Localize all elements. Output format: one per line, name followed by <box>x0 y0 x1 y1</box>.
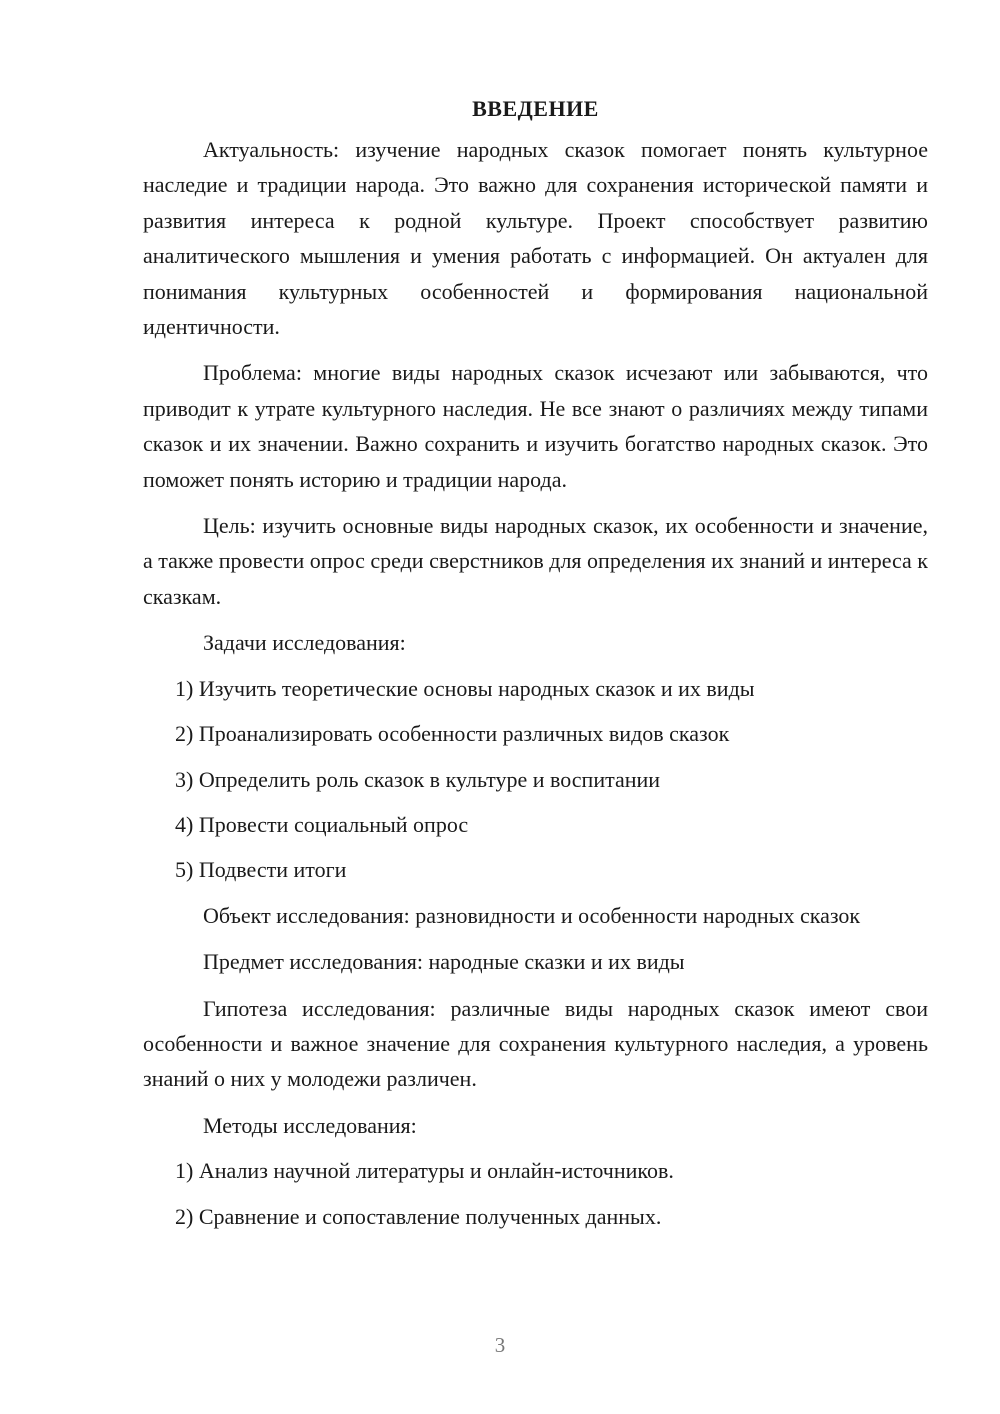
method-item-1: 1) Анализ научной литературы и онлайн-источников. <box>175 1158 674 1184</box>
object-paragraph: Объект исследования: разновидности и особенности народных сказок <box>203 902 861 928</box>
relevance-paragraph: Актуальность: изучение народных сказок помогает понять культурное наследие и традиции народа. Это важно для сохранения исторической памяти и развития интереса к родной культуре. Проект способствует развитию аналитического мышления и умения работать с информацией. Он актуален для понимания культурных особенностей и формирования национальной идентичности. <box>143 137 928 340</box>
task-item-2: 2) Проанализировать особенности различных видов сказок <box>175 721 730 747</box>
goal-paragraph: Цель: изучить основные виды народных сказок, их особенности и значение, а также провести опрос среди сверстников для определения их знаний и интереса к сказкам. <box>143 513 928 609</box>
task-item-5: 5) Подвести итоги <box>175 857 347 883</box>
task-item-3: 3) Определить роль сказок в культуре и воспитании <box>175 766 661 792</box>
problem-paragraph: Проблема: многие виды народных сказок исчезают или забываются, что приводит к утрате культурного наследия. Не все знают о различиях между типами сказок и их значении. Важно сохранить и изучить богатство народных сказок. Это поможет понять историю и традиции народа. <box>143 360 928 492</box>
task-item-1: 1) Изучить теоретические основы народных сказок и их виды <box>175 675 755 701</box>
task-item-4: 4) Провести социальный опрос <box>175 811 469 837</box>
tasks-heading: Задачи исследования: <box>203 630 406 656</box>
page-number: 3 <box>494 1333 506 1357</box>
method-item-2: 2) Сравнение и сопоставление полученных данных. <box>175 1203 662 1229</box>
hypothesis-paragraph: Гипотеза исследования: различные виды народных сказок имеют свои особенности и важное значение для сохранения культурного наследия, а уровень знаний о них у молодежи различен. <box>143 995 928 1092</box>
document-page <box>143 92 928 1244</box>
methods-heading: Методы исследования: <box>203 1112 417 1138</box>
page-title: ВВЕДЕНИЕ <box>472 96 599 121</box>
subject-paragraph: Предмет исследования: народные сказки и их виды <box>203 949 685 975</box>
